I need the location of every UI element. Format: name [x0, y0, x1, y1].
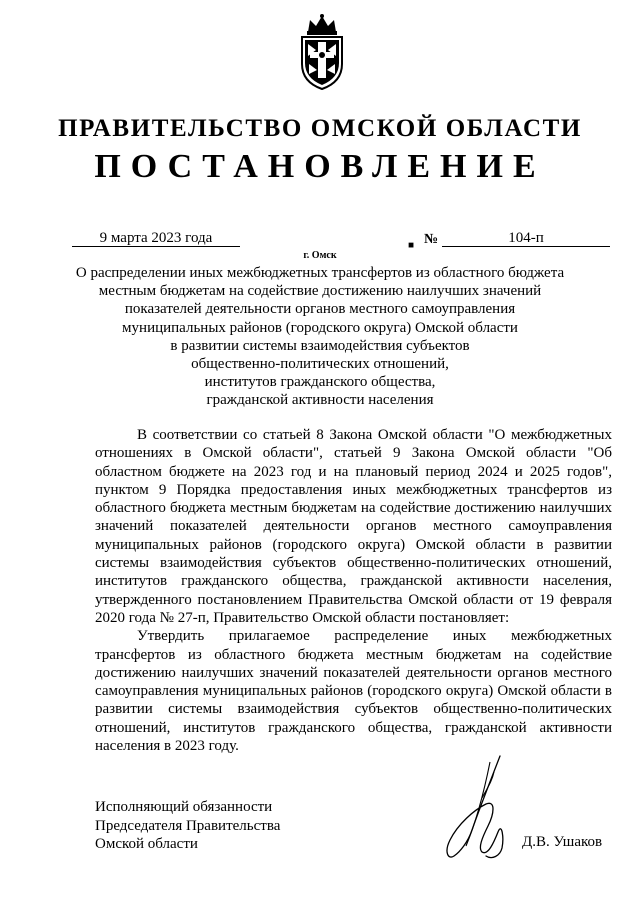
title-line: О распределении иных межбюджетных трансфертов из областного бюджета — [75, 265, 565, 281]
signatory-line: Исполняющий обязанности — [95, 799, 273, 815]
body-paragraph-preamble: В соответствии со статьей 8 Закона Омской области "О межбюджетных отношениях в Омской области", статьей 9 Закона Омской области "Об областном бюджете на 2023 год и на плановый период 2024 и 2025 годов", пунктом 9 Порядка предоставления иных межбюджетных трансфертов из областного бюджета местным бюджетам на содействие достижению наилучших значений показателей деятельности органов местного самоуправления муниципальных районов (городского округа) Омской области в развитии системы взаимодействия субъектов общественно-политических отношений, институтов гражданского общества, гражданской активности населения, утвержденного постановлением Правительства Омской области от 19 февраля 2020 года № 27-п, Правительство Омской области постановляет: — [95, 427, 612, 626]
document-body — [95, 426, 612, 755]
signatory-position — [95, 798, 280, 854]
coat-of-arms-icon — [296, 12, 348, 92]
signatory-line: Омской области — [95, 836, 198, 852]
title-line: институтов гражданского общества, — [204, 374, 436, 391]
number-marker-dot: ■ — [408, 240, 415, 251]
title-line: местным бюджетам на содействие достижению наилучших значений — [98, 283, 542, 300]
title-line: гражданской активности населения — [206, 392, 434, 409]
signatory-line: Председателя Правительства — [95, 817, 281, 834]
body-paragraph-resolution: Утвердить прилагаемое распределение иных межбюджетных трансфертов из областного бюджета местным бюджетам на содействие достижению наилучших значений показателей деятельности органов местного самоуправления муниципальных районов (городского округа) Омской области в развитии системы взаимодействия субъектов общественно-политических отношений, институтов гражданского общества, гражданской активности населения в 2023 году. — [95, 628, 612, 755]
document-date: 9 марта 2023 года — [72, 230, 240, 247]
number-sign: № — [424, 232, 439, 247]
document-title — [60, 264, 580, 410]
organization-name: ПРАВИТЕЛЬСТВО ОМСКОЙ ОБЛАСТИ — [58, 115, 582, 142]
document-type: ПОСТАНОВЛЕНИЕ — [94, 148, 546, 185]
title-line: муниципальных районов (городского округа) Омской области — [122, 319, 518, 336]
document-number: 104-п — [442, 230, 610, 247]
title-line: в развитии системы взаимодействия субъектов — [170, 337, 470, 354]
title-line: общественно-политических отношений, — [191, 356, 449, 373]
city-label: г. Омск — [303, 250, 337, 261]
title-line: показателей деятельности органов местного самоуправления — [124, 301, 516, 318]
signature-image — [430, 752, 520, 864]
signer-name: Д.В. Ушаков — [522, 834, 603, 850]
